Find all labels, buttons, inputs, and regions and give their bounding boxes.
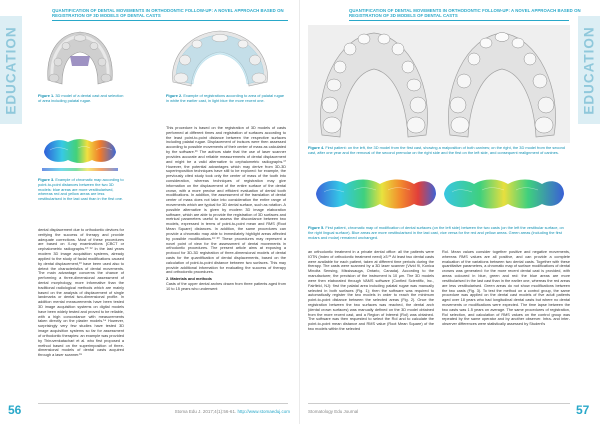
- footer-url[interactable]: http://www.stomaeduj.com: [237, 409, 290, 414]
- footer-citation: [160, 407, 290, 417]
- page-number: 56: [8, 403, 22, 417]
- figure-3-label: Figure 3.: [38, 177, 55, 182]
- materials-heading: 2. Materials and methods: [166, 277, 212, 282]
- figure-3-text: Example of chromatic map according to point-to-point distances between the two 3D models: blue areas are more vestibularised, whereas red and yellow areas are less vestibularised in the last cast than in the first one.: [38, 177, 124, 202]
- footer-rule: [308, 403, 570, 404]
- chromatic-map-vestibular: [316, 180, 436, 209]
- figure-1-image: [38, 26, 122, 90]
- header-rule: [349, 20, 569, 21]
- footer-rule: [38, 403, 288, 404]
- section-tab: [578, 16, 600, 124]
- right-page: [300, 0, 600, 424]
- figure-2-text: Example of registrations according to area of palatal rugae in white the earlier cast, in light blue the more recent one.: [166, 93, 285, 103]
- figure-2-image: [155, 26, 285, 90]
- figure-1-label: Figure 1.: [38, 93, 55, 98]
- section-tab-label: EDUCATION: [3, 25, 19, 115]
- figure-4-label: Figure 4.: [308, 145, 325, 150]
- left-column-2: [166, 126, 286, 402]
- footer-journal: Stomatology Edu Journal: [308, 409, 359, 414]
- figure-4-text: First patient: on the left, the 3D model from the first cast, showing a malposition of both canines; on the right, the 3D model from the second cast, after one year and the removal of the second premolar on the right side and the first on the left side, and consequent realignment of canines.: [308, 145, 565, 155]
- left-column-2-text: This procedure is based on the registration of 3D models of casts performed at different times and registration of surfaces according to the least point-to-point distance between the respective surfaces including palatal rugae. Displacement of incisors were then assessed according to possible movements of their center of mass as calculated by the software.¹⁶ The authors state that the use of laser scanner provides accurate and reliable measurements of dental displacement and might be a valid alternative to cephalometric radiographs.¹⁷ However, the potential advantages which may derive from 3D-3D superimposition techniques have still to be explored: for example, the previously cited study took only the center of mass of the tooth into consideration, whereas techniques of registration may give information on the displacement of the entire surface of the dental crown, with a more precise and efficient evaluation of dental tooth modifications. In addition, the assessment of the translation of dental center of mass does not take into consideration the entire range of movements which are typical for 3D dental surface, such as rotation. A possible alternative is given by modern 3D image elaboration software, which are able to provide the registration of 3D surfaces and metrical parameters useful to assess the discordance between two models, expressed in terms of point-to-point mean and RMS (Root Mean Square) distances. In addition, the same procedures can provide a chromatic map able to immediately highlight areas affected by possible modifications.¹⁸⁻²⁰ These procedures may represent a novel point of view for the assessment of dental movements in orthodontic procedures. The present article aims at exposing a protocol for 3D-3D registration of three-dimensional models of dental casts for the quantification of dental displacements, based on the calculation of point-to-point distance between two surfaces. This may provide additional information for evaluating the success of therapy and orthodontic procedures.: [166, 126, 286, 275]
- chromatic-map-lingual: [444, 180, 564, 209]
- right-column-1-text: an orthodontic treatment in a private dental office: all the patients were IOTN (Index of orthodontic treatment need) ≥3.²¹ At least two dental casts were available for each patient, taken at different time periods during the therapy. The casts were scanned by a 3D laser scanner (Vivid 9i, Konica Minolta Sensing, Mississauga, Ontario, Canada). According to the manufacturer, the precision of the instrument is 10 µm. The 3D models were then elaborated through VAMS software (Confied Scientific, Inc., Fairfield, NJ): first the palatal area including palatal rugae was manually selected in both surfaces (Fig. 1); then the software was required to automatically register the two models in order to reach the minimum point-to-point distance between the selected areas (Fig. 2). Once the registration between the two surfaces was reached, the dental arch (dental crown surfaces) was manually defined on the 3D model obtained from the more recent cast, and a Region of Interest (RoI) was obtained. The software was then requested to select the RoI and to calculate the point-to-point mean distance and RMS value (Root Mean Square) of the two models within the selected: [308, 250, 434, 331]
- header-rule: [52, 20, 288, 21]
- figure-2-caption: [166, 94, 286, 104]
- figure-1-caption: [38, 94, 124, 104]
- materials-text: Casts of the upper dental arches drawn from three patients aged from 10 to 15 years who underwent: [166, 282, 286, 291]
- figure-5-label: Figure 5.: [308, 225, 325, 230]
- running-head: QUANTIFICATION OF DENTAL MOVEMENTS IN ORTHODONTIC FOLLOW-UP: A NOVEL APPROACH BASED ON REGISTRATION OF 3D MODELS OF DENTAL CASTS: [52, 8, 284, 19]
- figure-4-image: [308, 25, 570, 143]
- left-column-1-text: dental displacement due to orthodontic devices for verifying the success of therapy and provide adequate corrections. Most of these procedures are based on X-ray examinations (CBCT or cephalometric radiographs.¹⁰⁻¹² In the last years modern 3D image acquisition systems, already applied to the study of facial modifications caused by dental displacement,¹³ have been used also to detect the characteristics of dental movements. The main advantage concerns the chance of performing a three-dimensional assessment of dental morphology, more informative than the traditional radiological methods which are mainly based on the analysis of displacement of single landmarks or dental two-dimensional profile. In addition mental measurements have been tested 3D image acquisition systems on digital models have been widely tested and proved to be reliable, with a high concordance with measurements taken directly on the plaster models.¹⁴ However, surprisingly very few studies have tested 3D image acquisition systems so far for assessment of orthodontic therapies: an example was provided by Thiruvenkatachari et al. who first proposed a method based on the superimposition of three-dimensional models of dental casts acquired through a laser scanner.¹⁵: [38, 228, 124, 358]
- footer-journal: Stoma Edu J. 2017;4(1):56-61.: [174, 409, 237, 414]
- figure-4-caption: [308, 146, 570, 156]
- right-column-2-text: RoI. Mean values consider together positive and negative movements, whereas RMS values are all positive, and can provide a complete evaluation of the variations between two dental casts. Together with these quantitative parameters, a chromatic map of surface modifications of dental crowns was generated: for the more recent dental cast is provided, with areas coloured in blue, green and red: the blue areas are more vestibularised in the last cast than in the earlier one, whereas the red areas are less vestibularised. Green areas do not show modifications between the two casts (Fig. 3). To test the method on a control group, the same procedure was applied on the dental cast models of five adult patients aged over 18 years who had longitudinal dental casts but where no dental movements or modifications were expected. The time lapse between the two casts was 1.5 years on average. The same procedures of registration, RoI selection, and calculation of RMS values on the control group was repeated by the same operator and by another observer. Intra- and inter-observer differences were statistically assessed by Student's: [442, 250, 570, 327]
- figure-2-label: Figure 2.: [166, 93, 183, 98]
- figure-5-image: [308, 164, 570, 224]
- figure-5-text: First patient, chromatic map of modification of dental surfaces (on the left side) between the two casts (on the left the vestibular surface, on the right lingual surface). Blue areas are more vestibularised in the last cast, vice versa for the red and yellow areas. Green areas (including the first molars and molar) remained unchanged.: [308, 225, 564, 240]
- figure-3-image: [38, 126, 122, 176]
- figure-1-text: 3D model of a dental cast and selection of area including palatal rugae.: [38, 93, 124, 103]
- section-tab: [0, 16, 22, 124]
- running-head: QUANTIFICATION OF DENTAL MOVEMENTS IN ORTHODONTIC FOLLOW-UP: A NOVEL APPROACH BASED ON REGISTRATION OF 3D MODELS OF DENTAL CASTS: [349, 8, 581, 19]
- page-number: 57: [576, 403, 590, 417]
- section-tab-label: EDUCATION: [581, 25, 597, 115]
- figure-3-caption: [38, 178, 124, 202]
- figure-5-caption: [308, 226, 570, 240]
